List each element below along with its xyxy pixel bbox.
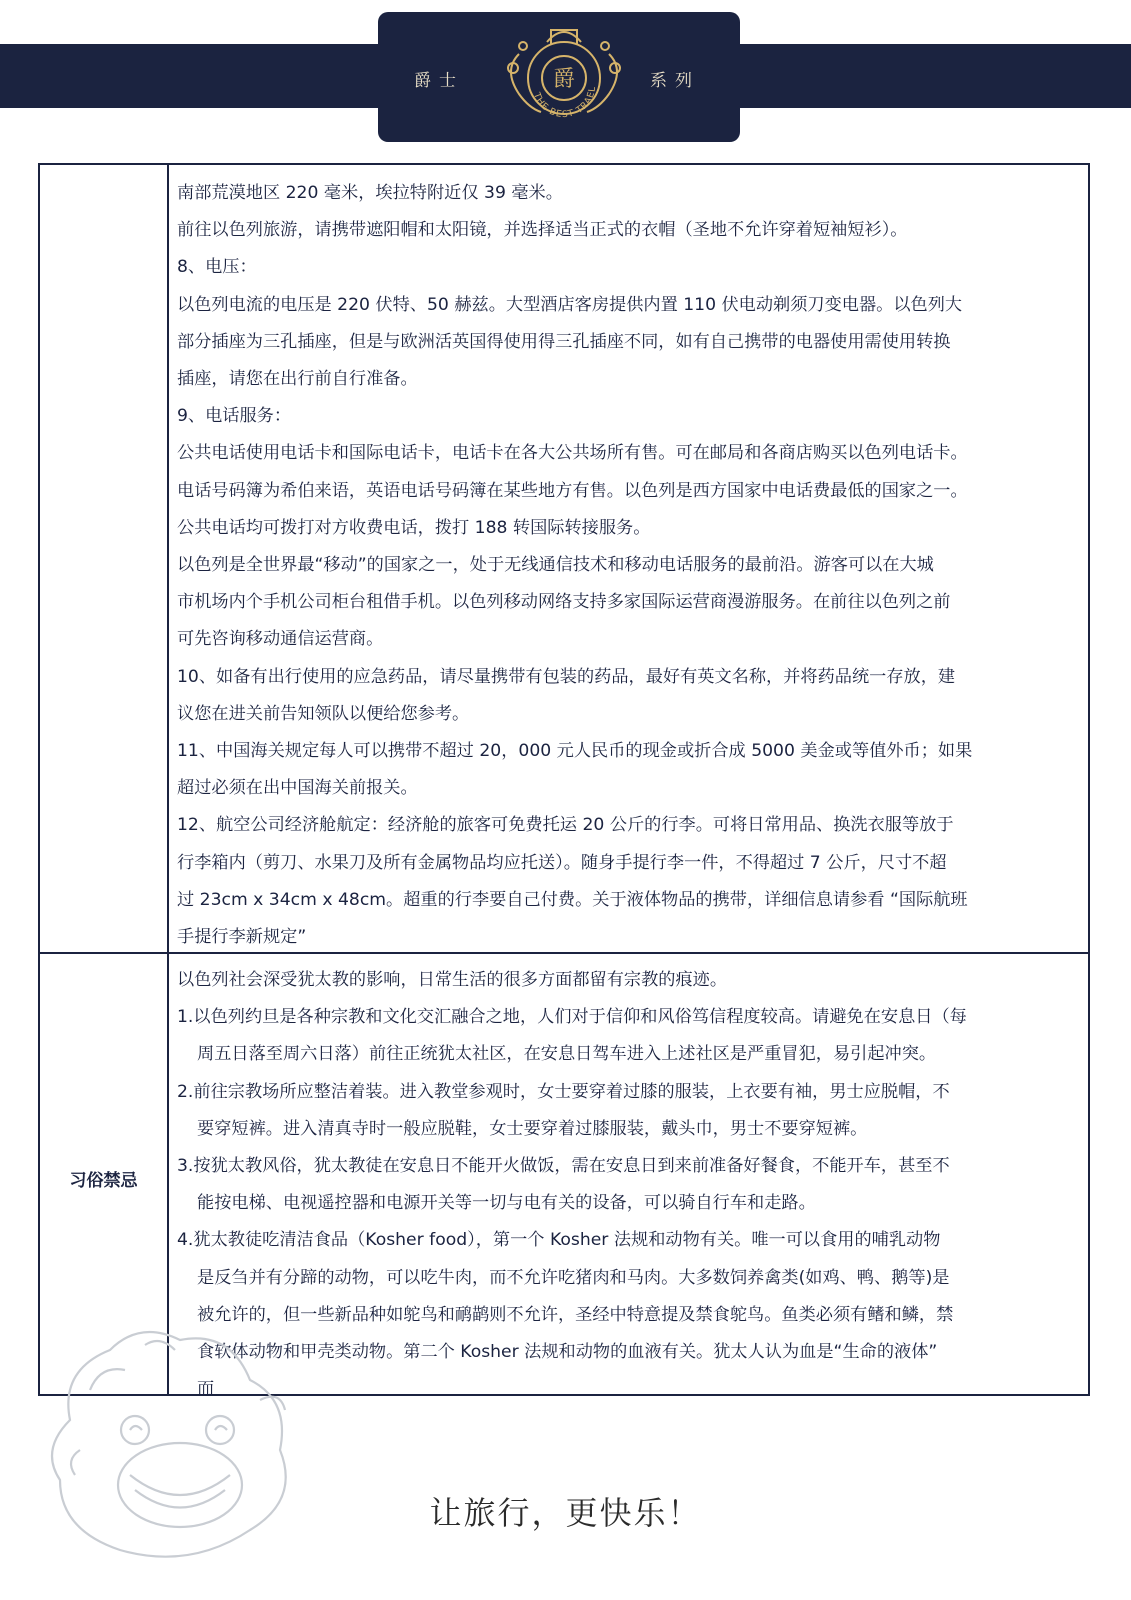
text-line: 而 xyxy=(197,1379,215,1400)
intro-text: 以色列社会深受犹太教的影响，日常生活的很多方面都留有宗教的痕迹。 xyxy=(177,970,728,990)
text-line: 过 23cm x 34cm x 48cm。超重的行李要自己付费。关于液体物品的携带，详细信息请参看 “国际航班 xyxy=(177,889,968,910)
text-line: 超过必须在出中国海关前报关。 xyxy=(177,778,418,799)
text-line: 要穿短裤。进入清真寺时一般应脱鞋，女士要穿着过膝服装，戴头巾，男士不要穿短裤。 xyxy=(197,1118,868,1139)
text-line: 市机场内个手机公司柜台租借手机。以色列移动网络支持多家国际运营商漫游服务。在前往以色列之前 xyxy=(177,592,951,613)
text-line: 3.按犹太教风俗，犹太教徒在安息日不能开火做饭，需在安息日到来前准备好餐食，不能开车，甚至不 xyxy=(177,1156,950,1177)
section1-content xyxy=(177,175,1082,956)
text-line: 12、航空公司经济舱航定：经济舱的旅客可免费托运 20 公斤的行李。可将日常用品、换洗衣服等放于 xyxy=(177,815,954,836)
text-line: 前往以色列旅游，请携带遮阳帽和太阳镜，并选择适当正式的衣帽（圣地不允许穿着短袖短衫）。 xyxy=(177,220,908,241)
text-line: 2.前往宗教场所应整洁着装。进入教堂参观时，女士要穿着过膝的服装，上衣要有袖，男士应脱帽，不 xyxy=(177,1081,950,1102)
text-line: 南部荒漠地区 220 毫米，埃拉特附近仅 39 毫米。 xyxy=(177,183,563,203)
text-line: 10、如备有出行使用的应急药品，请尽量携带有包装的药品，最好有英文名称，并将药品统一存放，建 xyxy=(177,666,956,687)
text-line: 公共电话使用电话卡和国际电话卡，电话卡在各大公共场所有售。可在邮局和各商店购买以色列电话卡。 xyxy=(177,443,968,464)
text-line: 是反刍并有分蹄的动物，可以吃牛肉，而不允许吃猪肉和马肉。大多数饲养禽类(如鸡、鸭、鹅等)是 xyxy=(197,1267,950,1288)
text-line: 1.以色列约旦是各种宗教和文化交汇融合之地，人们对于信仰和风俗笃信程度较高。请避免在安息日（每 xyxy=(177,1007,967,1028)
text-line: 行李箱内（剪刀、水果刀及所有金属物品均应托送）。随身手提行李一件，不得超过 7 公斤，尺寸不超 xyxy=(177,852,947,873)
taboo-item-3 xyxy=(177,1148,1082,1222)
text-line: 以色列是全世界最“移动”的国家之一，处于无线通信技术和移动电话服务的最前沿。游客可以在大城 xyxy=(177,555,934,576)
text-line: 被允许的，但一些新品种如鸵鸟和鸸鹋则不允许，圣经中特意提及禁食鸵鸟。鱼类必须有鳍和鳞，禁 xyxy=(197,1304,954,1325)
text-line: 公共电话均可拨打对方收费电话，拨打 188 转国际转接服务。 xyxy=(177,517,651,538)
text-line: 8、电压： xyxy=(177,257,257,278)
text-line: 4.犹太教徒吃清洁食品（Kosher food），第一个 Kosher 法规和动物有关。唯一可以食用的哺乳动物 xyxy=(177,1230,941,1251)
text-line: 议您在进关前告知领队以便给您参考。 xyxy=(177,703,470,724)
text-line: 部分插座为三孔插座，但是与欧洲活英国得使用得三孔插座不同，如有自己携带的电器使用需使用转换 xyxy=(177,331,951,352)
text-line: 11、中国海关规定每人可以携带不超过 20，000 元人民币的现金或折合成 5000 美金或等值外币；如果 xyxy=(177,741,973,762)
text-line: 插座，请您在出行前自行准备。 xyxy=(177,369,418,390)
table-column-divider xyxy=(167,163,169,1396)
header-left-label: 爵士 xyxy=(414,71,464,91)
text-line: 9、电话服务： xyxy=(177,406,292,427)
header-right-label: 系列 xyxy=(650,71,700,91)
brand-logo xyxy=(489,14,639,134)
text-line: 食软体动物和甲壳类动物。第二个 Kosher 法规和动物的血液有关。犹太人认为血是“生命的液体” xyxy=(197,1342,938,1363)
taboo-item-2 xyxy=(177,1074,1082,1148)
logo-glyph: 爵 xyxy=(552,67,576,92)
taboo-item-1 xyxy=(177,999,1082,1073)
logo-ring-text: THE BEST TRAEL xyxy=(531,85,599,121)
text-line: 手提行李新规定” xyxy=(177,927,307,948)
text-line: 周五日落至周六日落）前往正统犹太社区，在安息日驾车进入上述社区是严重冒犯，易引起冲突。 xyxy=(197,1044,937,1065)
customs-taboos-label: 习俗禁忌 xyxy=(69,1171,138,1191)
text-line: 能按电梯、电视遥控器和电源开关等一切与电有关的设备，可以骑自行车和走路。 xyxy=(197,1193,816,1214)
footer-slogan: 让旅行，更快乐！ xyxy=(429,1494,702,1532)
text-line: 以色列电流的电压是 220 伏特、50 赫兹。大型酒店客房提供内置 110 伏电动剃须刀变电器。以色列大 xyxy=(177,294,963,315)
text-line: 可先咨询移动通信运营商。 xyxy=(177,629,384,650)
text-line: 电话号码簿为希伯来语，英语电话号码簿在某些地方有售。以色列是西方国家中电话费最低的国家之一。 xyxy=(177,480,968,501)
